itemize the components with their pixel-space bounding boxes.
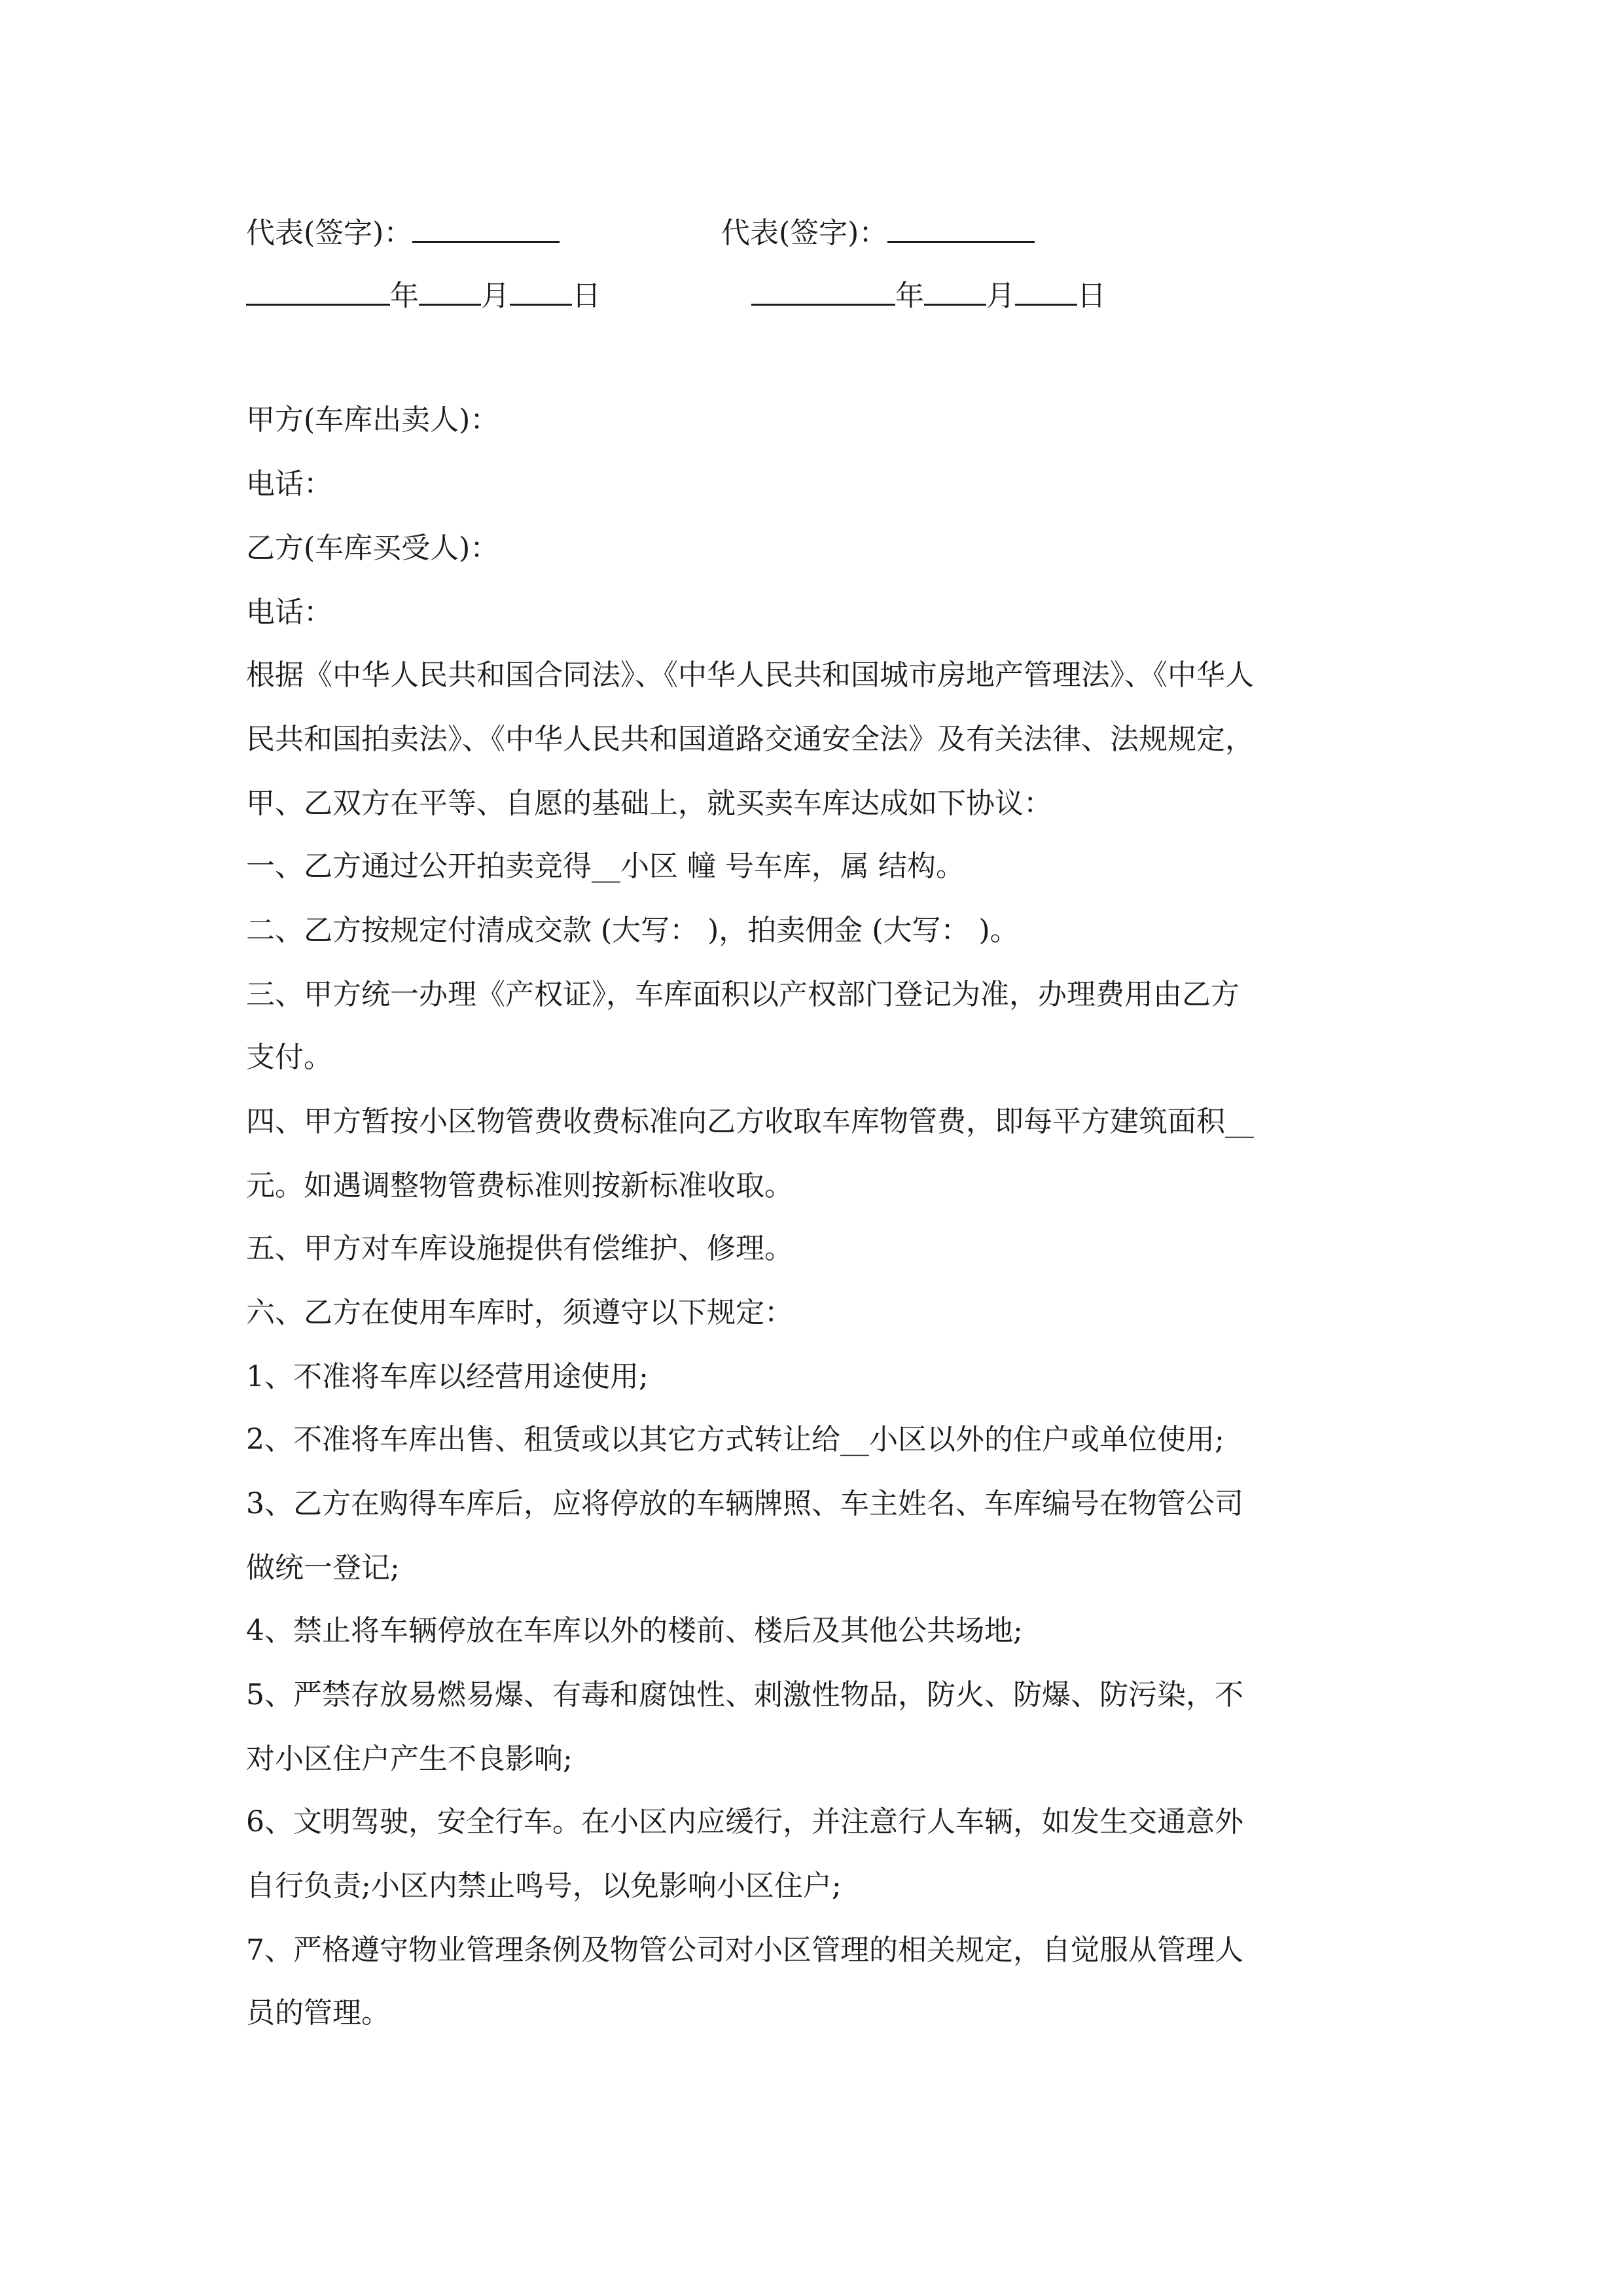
date-right-month-blank	[924, 278, 986, 306]
rule-5: 5、严禁存放易燃易爆、有毒和腐蚀性、刺激性物品，防火、防爆、防污染，不	[246, 1678, 1243, 1712]
date-left	[246, 278, 601, 311]
party-b: 乙方(车库买受人)：	[246, 531, 499, 565]
rule-5-cont: 对小区住户产生不良影响;	[246, 1742, 573, 1776]
clause-4: 四、甲方暂按小区物管费收费标准向乙方收取车库物管费，即每平方建筑面积__	[246, 1105, 1254, 1138]
rule-6: 6、文明驾驶，安全行车。在小区内应缓行，并注意行人车辆，如发生交通意外	[246, 1805, 1243, 1839]
date-right-month: 月	[986, 279, 1015, 313]
signature-left	[246, 215, 560, 248]
clause-5: 五、甲方对车库设施提供有偿维护、修理。	[246, 1232, 793, 1265]
date-left-year-blank	[246, 278, 390, 306]
date-left-day-blank	[510, 278, 572, 306]
signature-right-blank	[887, 215, 1035, 243]
party-a: 甲方(车库出卖人)：	[246, 403, 499, 437]
rule-3-cont: 做统一登记;	[246, 1551, 400, 1585]
phone-b: 电话：	[246, 596, 332, 629]
clause-2: 二、乙方按规定付清成交款 (大写： )，拍卖佣金 (大写： )。	[246, 914, 1019, 947]
date-right-day: 日	[1077, 279, 1106, 313]
date-right-year-blank	[751, 278, 895, 306]
date-right	[751, 278, 1106, 311]
body-line: 根据《中华人民共和国合同法》、《中华人民共和国城市房地产管理法》、《中华人	[246, 658, 1254, 692]
clause-4-cont: 元。如遇调整物管费标准则按新标准收取。	[246, 1169, 793, 1202]
rule-1: 1、不准将车库以经营用途使用;	[246, 1360, 649, 1393]
clause-1: 一、乙方通过公开拍卖竞得__小区 幢 号车库，属 结构。	[246, 850, 965, 883]
body-line: 甲、乙双方在平等、自愿的基础上，就买卖车库达成如下协议：	[246, 787, 1052, 820]
rule-6-cont: 自行负责;小区内禁止鸣号，以免影响小区住户;	[246, 1869, 842, 1903]
date-left-day: 日	[572, 279, 601, 313]
phone-a: 电话：	[246, 467, 332, 501]
date-left-month: 月	[481, 279, 510, 313]
signature-left-blank	[412, 215, 560, 243]
date-right-year: 年	[895, 279, 924, 313]
signature-right-label: 代表(签字)：	[721, 216, 888, 250]
body-line: 民共和国拍卖法》、《中华人民共和国道路交通安全法》及有关法律、法规规定，	[246, 723, 1254, 756]
date-left-month-blank	[419, 278, 481, 306]
date-right-day-blank	[1015, 278, 1077, 306]
signature-right	[721, 215, 1035, 248]
signature-left-label: 代表(签字)：	[246, 216, 413, 250]
clause-3-cont: 支付。	[246, 1041, 332, 1074]
date-left-year: 年	[390, 279, 419, 313]
clause-3: 三、甲方统一办理《产权证》，车库面积以产权部门登记为准，办理费用由乙方	[246, 978, 1240, 1011]
rule-7-cont: 员的管理。	[246, 1996, 390, 2030]
rule-2: 2、不准将车库出售、租赁或以其它方式转让给__小区以外的住户或单位使用;	[246, 1423, 1224, 1456]
clause-6: 六、乙方在使用车库时，须遵守以下规定：	[246, 1296, 793, 1329]
rule-7: 7、严格遵守物业管理条例及物管公司对小区管理的相关规定，自觉服从管理人	[246, 1933, 1243, 1967]
rule-4: 4、禁止将车辆停放在车库以外的楼前、楼后及其他公共场地;	[246, 1614, 1023, 1647]
rule-3: 3、乙方在购得车库后，应将停放的车辆牌照、车主姓名、车库编号在物管公司	[246, 1487, 1243, 1520]
